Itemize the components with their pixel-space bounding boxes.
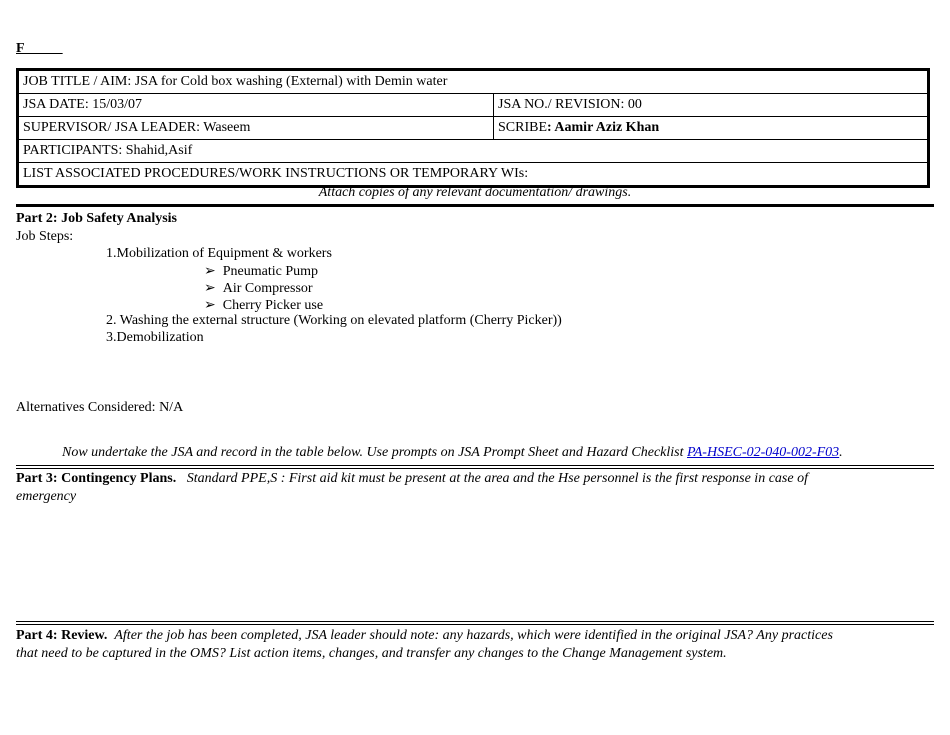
scribe-label: SCRIBE [498, 120, 548, 135]
arrow-bullet-icon: ➢ [204, 298, 216, 313]
scribe-value: : Aamir Aziz Khan [547, 120, 660, 135]
step-1: 1.Mobilization of Equipment & workers [106, 246, 332, 261]
job-title-cell: JOB TITLE / AIM: JSA for Cold box washing (External) with Demin water [18, 70, 929, 94]
bullet-item: ➢ Cherry Picker use [204, 298, 324, 313]
arrow-bullet-icon: ➢ [204, 281, 216, 296]
supervisor-cell: SUPERVISOR/ JSA LEADER: Waseem [18, 117, 494, 140]
part4: Part 4: Review. After the job has been completed, JSA leader should note: any hazards, which were identified in the original JSA? Any practices [16, 628, 833, 643]
arrow-bullet-icon: ➢ [204, 264, 216, 279]
part3-text-cont: emergency [16, 489, 77, 504]
part2-title: Part 2: Job Safety Analysis [16, 211, 177, 226]
jsa-instruction: Now undertake the JSA and record in the table below. Use prompts on JSA Prompt Sheet and Hazard Checklist PA-HSEC-02-040-002-F03. [62, 445, 843, 460]
job-steps-label: Job Steps: [16, 229, 74, 244]
alternatives: Alternatives Considered: N/A [16, 400, 184, 415]
participants-cell: PARTICIPANTS: Shahid,Asif [18, 140, 929, 163]
scribe-cell [494, 117, 929, 140]
bullet-item: ➢ Air Compressor [204, 281, 313, 296]
jsa-no-cell: JSA NO./ REVISION: 00 [494, 94, 929, 117]
divider [16, 465, 934, 469]
step-3: 3.Demobilization [106, 330, 204, 345]
part4-text-cont: that need to be captured in the OMS? List action items, changes, and transfer any changes to the Change Management system. [16, 646, 727, 661]
attach-note: Attach copies of any relevant documentation/ drawings. [318, 185, 632, 200]
jsa-date-cell: JSA DATE: 15/03/07 [18, 94, 494, 117]
divider [16, 204, 934, 207]
divider [16, 621, 934, 625]
form-mark: F _____ [16, 41, 63, 56]
part3-title: Part 3: Contingency Plans. [16, 471, 177, 486]
part3: Part 3: Contingency Plans. Standard PPE,S : First aid kit must be present at the area and the Hse personnel is the first response in case of [16, 471, 808, 486]
bullet-item: ➢ Pneumatic Pump [204, 264, 319, 279]
step-2: 2. Washing the external structure (Working on elevated platform (Cherry Picker)) [106, 313, 562, 328]
part4-title: Part 4: Review. [16, 628, 108, 643]
hazard-checklist-link[interactable]: PA-HSEC-02-040-002-F03 [687, 445, 840, 460]
procedures-cell: LIST ASSOCIATED PROCEDURES/WORK INSTRUCTIONS OR TEMPORARY WIs: [18, 163, 929, 187]
jsa-info-table [16, 68, 930, 188]
